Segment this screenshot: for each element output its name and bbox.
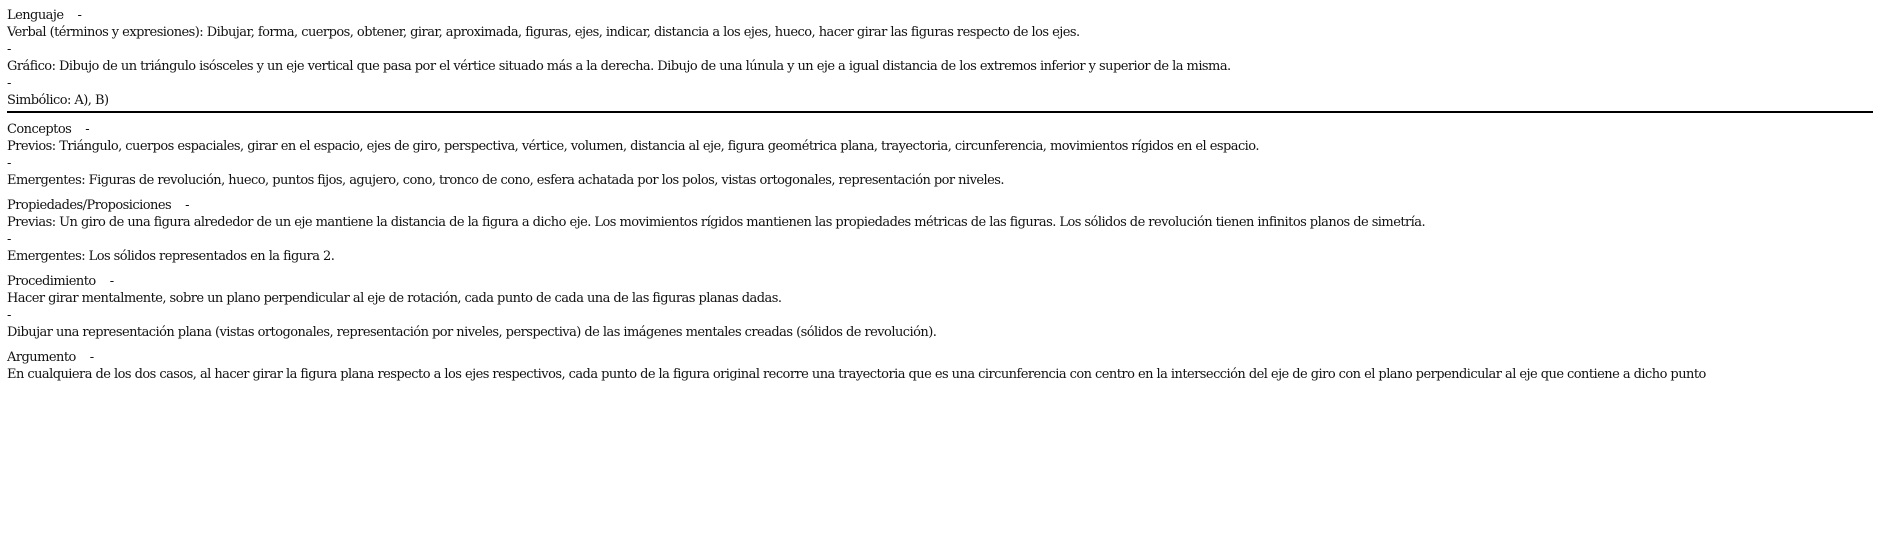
section-title: Propiedades/Proposiciones — [7, 198, 172, 213]
section-propiedades — [7, 197, 1877, 265]
header-separator: - — [89, 350, 94, 365]
section-argumento — [7, 349, 1877, 383]
section-header — [7, 7, 1873, 24]
section-header — [7, 349, 1877, 366]
header-separator: - — [109, 274, 114, 289]
section-conceptos — [7, 121, 1877, 189]
item-separator: - — [7, 42, 11, 57]
section-title: Lenguaje — [7, 8, 64, 23]
item-separator: - — [7, 76, 11, 91]
item-emergentes: Emergentes: Figuras de revolución, hueco, puntos fijos, agujero, cono, tronco de cono, esfera achatada por los polos, vistas ortogonales, representación por niveles. — [7, 173, 1004, 188]
item-verbal: Verbal (términos y expresiones): Dibujar, forma, cuerpos, obtener, girar, aproximada, figuras, ejes, indicar, distancia a los ejes, hueco, hacer girar las figuras respecto de los ejes. — [7, 25, 1080, 40]
item-previas: Previas: Un giro de una figura alrededor de un eje mantiene la distancia de la figura a dicho eje. Los movimientos rígidos mantienen las propiedades métricas de las figuras. Los sólidos de revolución tienen infinitos planos de simetría. — [7, 215, 1426, 230]
item-separator: - — [7, 156, 11, 171]
item-simbolico: Simbólico: A), B) — [7, 93, 109, 108]
item-step-1: Hacer girar mentalmente, sobre un plano perpendicular al eje de rotación, cada punto de cada una de las figuras planas dadas. — [7, 291, 782, 306]
header-separator: - — [85, 122, 90, 137]
item-emergentes: Emergentes: Los sólidos representados en la figura 2. — [7, 249, 335, 264]
section-title: Procedimiento — [7, 274, 96, 289]
section-header — [7, 121, 1877, 138]
header-separator: - — [77, 8, 82, 23]
section-title: Argumento — [7, 350, 76, 365]
header-separator: - — [185, 198, 189, 213]
section-lenguaje — [7, 7, 1873, 113]
section-header — [7, 197, 1877, 214]
item-separator: - — [7, 232, 11, 247]
item-argument: En cualquiera de los dos casos, al hacer girar la figura plana respecto a los ejes respectivos, cada punto de la figura original recorre una trayectoria que es una circunferencia con centro en la intersección del eje de giro con el plano perpendicular al eje que contiene a dicho punto — [7, 367, 1706, 382]
item-step-2: Dibujar una representación plana (vistas ortogonales, representación por niveles, perspectiva) de las imágenes mentales creadas (sólidos de revolución). — [7, 325, 937, 340]
item-previos: Previos: Triángulo, cuerpos espaciales, girar en el espacio, ejes de giro, perspectiva, vértice, volumen, distancia al eje, figura geométrica plana, trayectoria, circunferencia, movimientos rígidos en el espacio. — [7, 139, 1259, 154]
item-separator: - — [7, 308, 11, 323]
section-title: Conceptos — [7, 122, 72, 137]
section-procedimiento — [7, 273, 1877, 341]
item-grafico: Gráfico: Dibujo de un triángulo isósceles y un eje vertical que pasa por el vértice situado más a la derecha. Dibujo de una lúnula y un eje a igual distancia de los extremos inferior y superior de la misma. — [7, 59, 1231, 74]
section-header — [7, 273, 1877, 290]
